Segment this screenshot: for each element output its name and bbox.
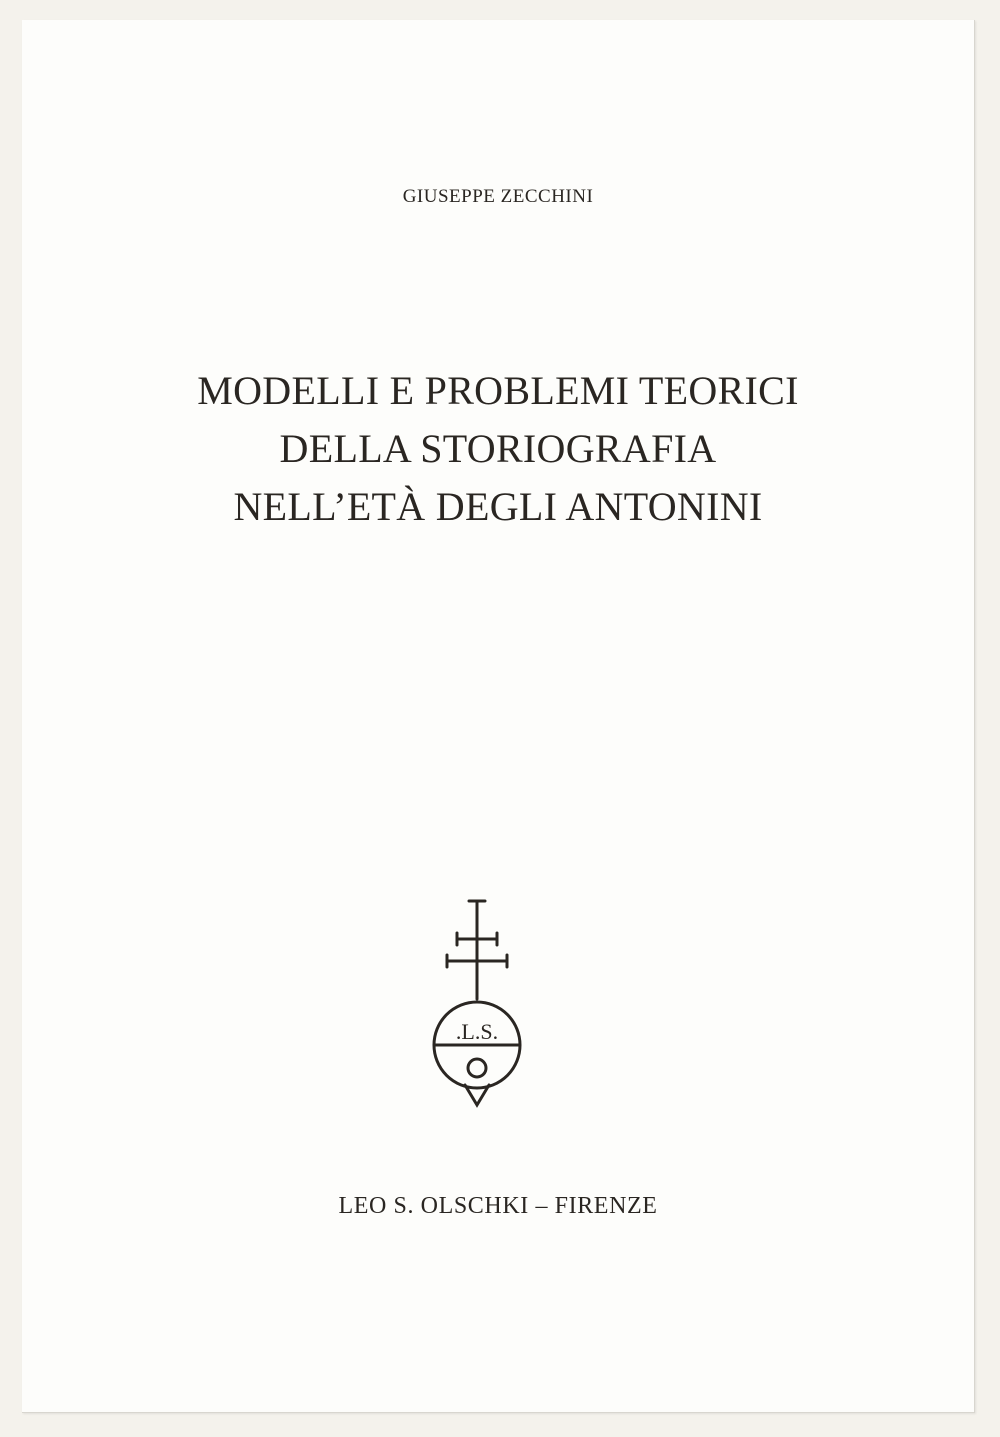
book-cover (22, 20, 975, 1413)
title-line-1: MODELLI E PROBLEMI TEORICI (197, 368, 799, 413)
title-line-2: DELLA STORIOGRAFIA (279, 426, 717, 471)
book-title (22, 362, 974, 536)
publisher-mark-icon (427, 895, 527, 1115)
title-line-3: NELL’ETÀ DEGLI ANTONINI (233, 484, 763, 529)
publisher-mark-letters: .L.S. (455, 1019, 499, 1044)
publisher-name: LEO S. OLSCHKI – FIRENZE (338, 1193, 658, 1219)
author-name: GIUSEPPE ZECCHINI (402, 186, 594, 207)
